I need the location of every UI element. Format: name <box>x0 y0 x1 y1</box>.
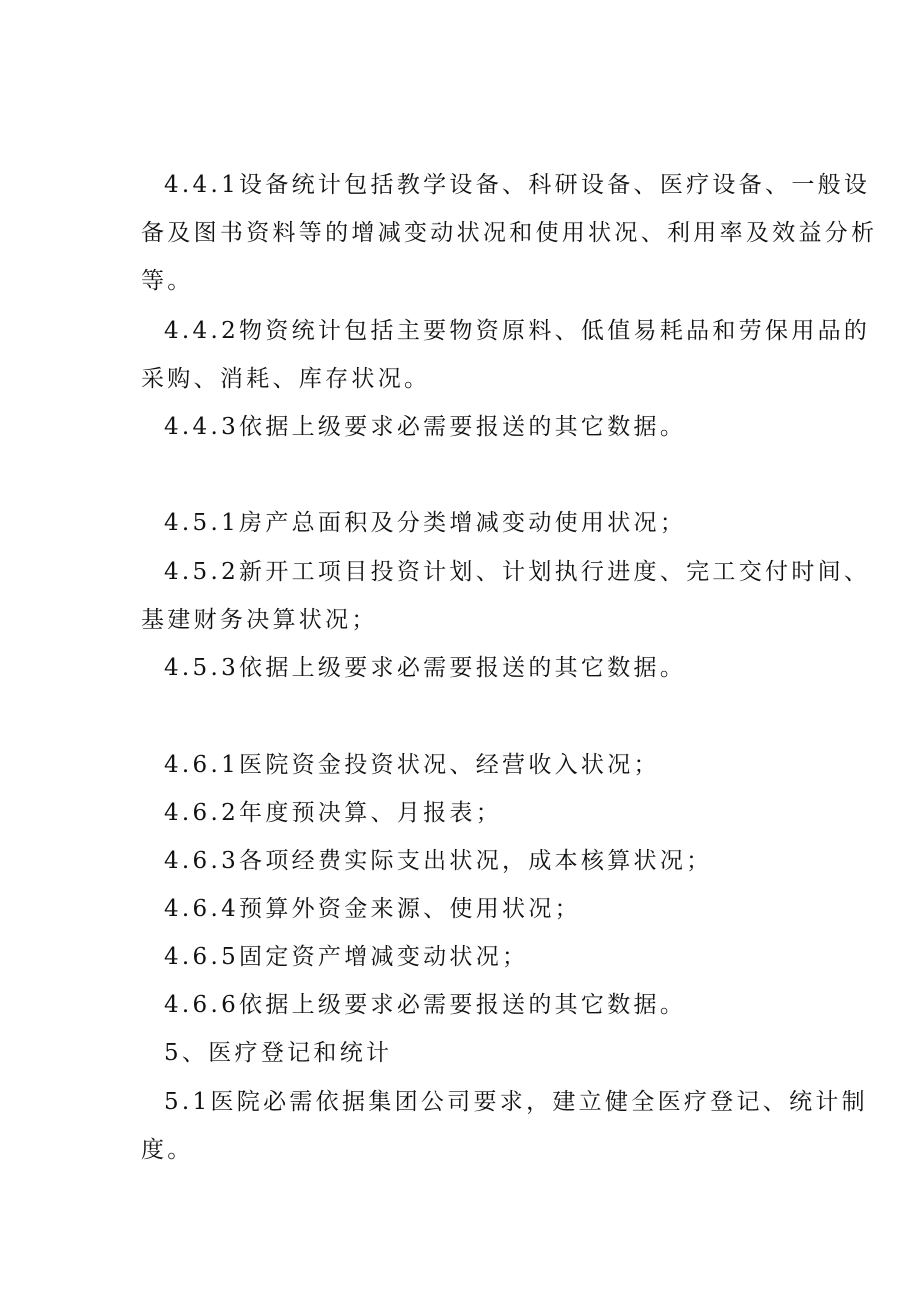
section-heading: 5、医疗登记和统计 <box>164 1040 393 1066</box>
text-line: 4.6.1医院资金投资状况、经营收入状况； <box>164 752 660 778</box>
text-line: 4.4.2物资统计包括主要物资原料、低值易耗品和劳保用品的 <box>164 318 871 344</box>
text-line: 4.4.1设备统计包括教学设备、科研设备、医疗设备、一般设 <box>164 172 871 198</box>
text-line: 5.1医院必需依据集团公司要求，建立健全医疗登记、统计制 <box>164 1089 868 1115</box>
text-line: 备及图书资料等的增减变动状况和使用状况、利用率及效益分析 <box>141 220 878 246</box>
text-line: 4.6.5固定资产增减变动状况； <box>164 944 529 970</box>
text-line: 基建财务决算状况； <box>141 607 378 633</box>
text-line: 4.6.4预算外资金来源、使用状况； <box>164 896 581 922</box>
text-line: 4.6.3各项经费实际支出状况，成本核算状况； <box>164 848 713 874</box>
text-line: 4.5.1房产总面积及分类增减变动使用状况； <box>164 510 687 536</box>
text-line: 4.6.2年度预决算、月报表； <box>164 800 503 826</box>
text-line: 采购、消耗、库存状况。 <box>141 366 431 392</box>
text-line: 4.5.2新开工项目投资计划、计划执行进度、完工交付时间、 <box>164 559 871 585</box>
text-line: 4.6.6依据上级要求必需要报送的其它数据。 <box>164 992 687 1018</box>
text-line: 度。 <box>141 1137 194 1163</box>
text-line: 4.4.3依据上级要求必需要报送的其它数据。 <box>164 414 687 440</box>
text-line: 等。 <box>141 268 194 294</box>
text-line: 4.5.3依据上级要求必需要报送的其它数据。 <box>164 655 687 681</box>
